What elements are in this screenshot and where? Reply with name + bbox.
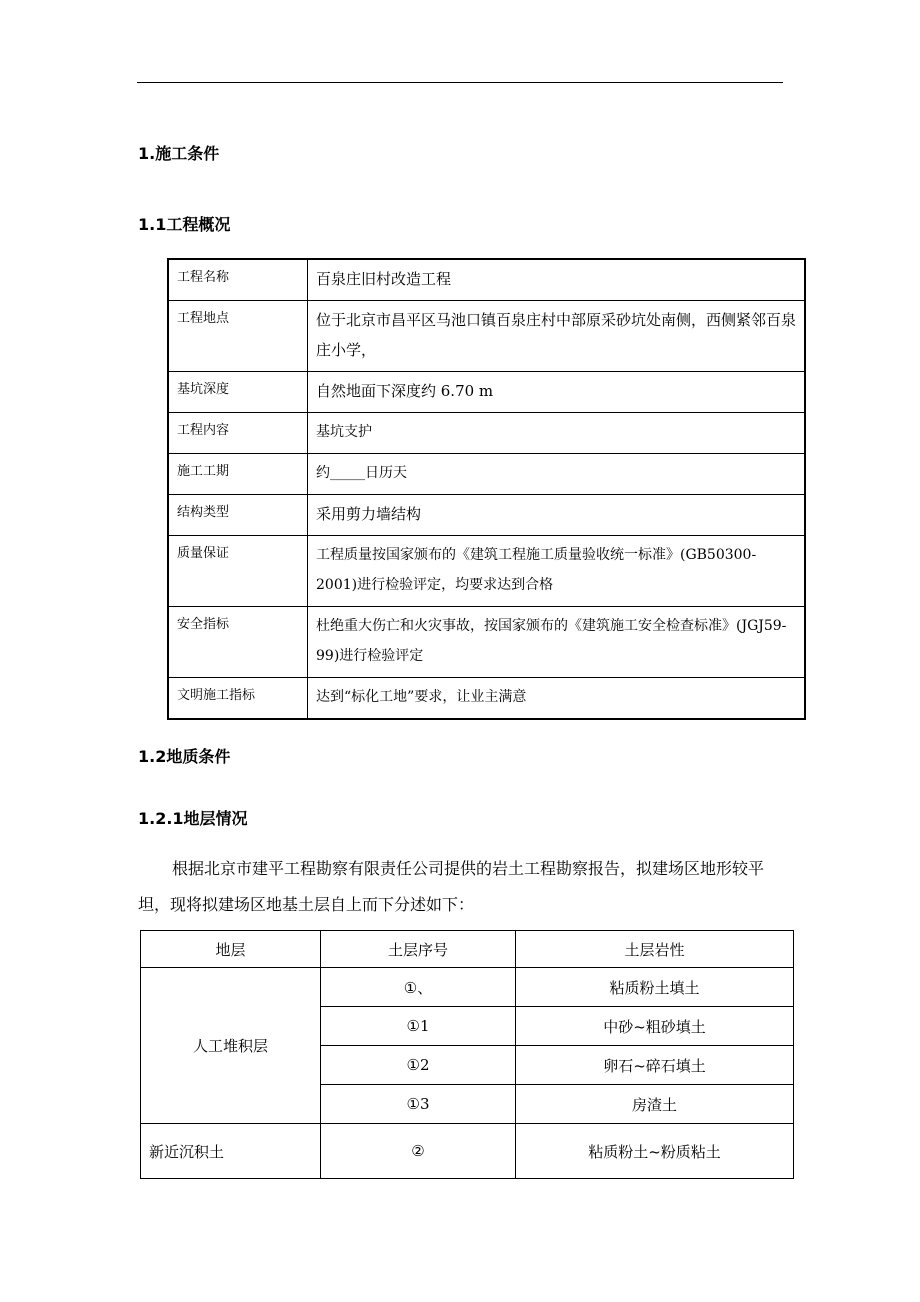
layer-name: 新近沉积土 <box>141 1124 321 1179</box>
overview-label: 安全指标 <box>168 607 308 678</box>
layer-number: ② <box>321 1124 516 1179</box>
table-row <box>168 372 805 413</box>
layer-number: ①3 <box>321 1085 516 1124</box>
overview-label: 质量保证 <box>168 536 308 607</box>
overview-value: 基坑支护 <box>308 413 806 454</box>
section-heading-1: 1.施工条件 <box>138 144 220 163</box>
layer-number: ①、 <box>321 968 516 1007</box>
table-row <box>168 259 805 301</box>
layer-name: 人工堆积层 <box>141 968 321 1124</box>
overview-value: 工程质量按国家颁布的《建筑工程施工质量验收统一标准》(GB50300-2001)进行检验评定，均要求达到合格 <box>308 536 806 607</box>
paragraph-text: 根据北京市建平工程勘察有限责任公司提供的岩土工程勘察报告，拟建场区地形较平坦，现将拟建场区地基土层自上而下分述如下： <box>138 859 765 914</box>
overview-label: 工程内容 <box>168 413 308 454</box>
overview-label: 工程名称 <box>168 259 308 301</box>
section-heading-1-2-1: 1.2.1地层情况 <box>138 809 248 828</box>
table-row <box>168 454 805 495</box>
layer-lithology: 卵石~碎石填土 <box>516 1046 794 1085</box>
table-row <box>141 1124 794 1179</box>
table-row <box>141 968 794 1007</box>
section-heading-1-2: 1.2地质条件 <box>138 747 231 766</box>
overview-value: 采用剪力墙结构 <box>308 495 806 536</box>
overview-label: 文明施工指标 <box>168 678 308 720</box>
table-row <box>168 607 805 678</box>
overview-label: 施工工期 <box>168 454 308 495</box>
overview-value: 百泉庄旧村改造工程 <box>308 259 806 301</box>
strata-intro-paragraph <box>138 851 788 923</box>
column-header: 土层序号 <box>321 931 516 968</box>
layer-lithology: 中砂~粗砂填土 <box>516 1007 794 1046</box>
overview-value: 杜绝重大伤亡和火灾事故，按国家颁布的《建筑施工安全检查标准》(JGJ59-99)进行检验评定 <box>308 607 806 678</box>
table-row <box>168 413 805 454</box>
table-row <box>168 678 805 720</box>
column-header: 地层 <box>141 931 321 968</box>
table-header-row <box>141 931 794 968</box>
layer-lithology: 粘质粉土~粉质粘土 <box>516 1124 794 1179</box>
overview-value: 自然地面下深度约 6.70 m <box>308 372 806 413</box>
overview-label: 基坑深度 <box>168 372 308 413</box>
layer-number: ①2 <box>321 1046 516 1085</box>
header-rule <box>137 82 783 83</box>
layer-number: ①1 <box>321 1007 516 1046</box>
project-overview-table <box>167 258 806 720</box>
table-row <box>168 495 805 536</box>
overview-value: 约_____日历天 <box>308 454 806 495</box>
column-header: 土层岩性 <box>516 931 794 968</box>
section-heading-1-1: 1.1工程概况 <box>138 215 231 234</box>
overview-value: 位于北京市昌平区马池口镇百泉庄村中部原采砂坑处南侧，西侧紧邻百泉庄小学， <box>308 301 806 372</box>
table-row <box>168 301 805 372</box>
overview-label: 结构类型 <box>168 495 308 536</box>
table-row <box>168 536 805 607</box>
layer-lithology: 粘质粉土填土 <box>516 968 794 1007</box>
overview-value: 达到“标化工地”要求，让业主满意 <box>308 678 806 720</box>
layer-lithology: 房渣土 <box>516 1085 794 1124</box>
strata-table <box>140 930 794 1179</box>
overview-label: 工程地点 <box>168 301 308 372</box>
